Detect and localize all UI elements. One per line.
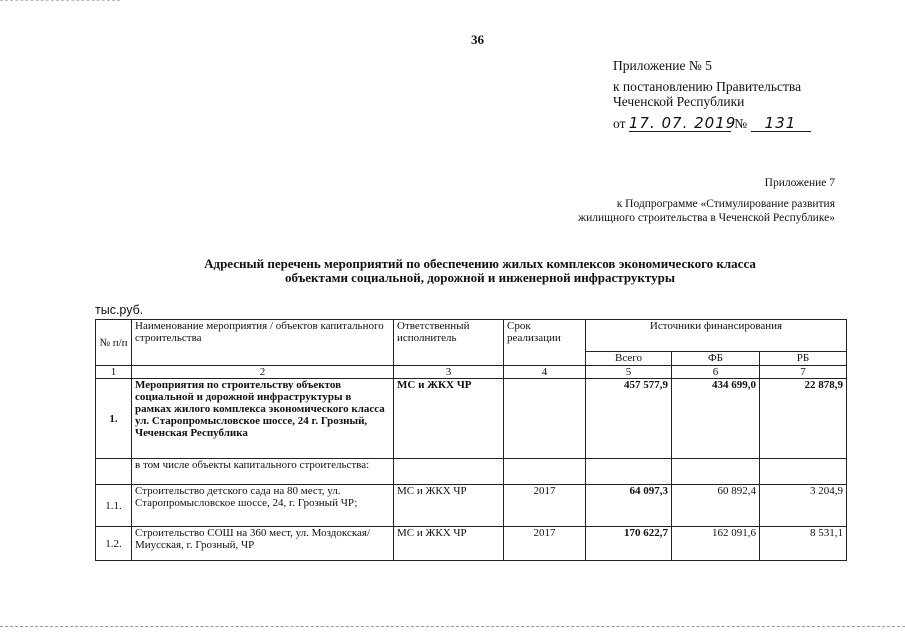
- row-period: 2017: [504, 527, 586, 561]
- scan-artifact-top: [0, 0, 120, 1]
- row-total: [586, 459, 672, 485]
- handwritten-number: 131: [751, 116, 811, 132]
- units-label: тыс.руб.: [95, 303, 144, 317]
- appendix-line1: к постановлению Правительства: [613, 79, 802, 94]
- row-period: 2017: [504, 485, 586, 527]
- row-executor: МС и ЖКХ ЧР: [394, 527, 504, 561]
- row-fb: 60 892,4: [672, 485, 760, 527]
- appendix-line2: Чеченской Республики: [613, 94, 745, 109]
- row-rb: 8 531,1: [760, 527, 847, 561]
- sub-appendix-line1: к Подпрограмме «Стимулирование развития: [616, 198, 835, 210]
- row-period: [504, 379, 586, 459]
- col-number: 1: [96, 366, 132, 379]
- handwritten-date: 17. 07. 2019: [628, 114, 737, 132]
- col-number: 7: [760, 366, 847, 379]
- page-number: 36: [471, 32, 484, 47]
- document-title-line1: Адресный перечень мероприятий по обеспечению жилых комплексов экономического класса: [204, 256, 756, 271]
- col-number: 6: [672, 366, 760, 379]
- header-executor: Ответственный исполнитель: [394, 320, 504, 366]
- header-name: Наименование мероприятия / объектов капитального строительства: [132, 320, 394, 366]
- row-total: 170 622,7: [586, 527, 672, 561]
- table-row: [96, 485, 847, 527]
- header-rb: РБ: [760, 352, 847, 366]
- scan-artifact-bottom: [0, 626, 905, 627]
- col-number: 3: [394, 366, 504, 379]
- row-rb: 3 204,9: [760, 485, 847, 527]
- sub-appendix-title: Приложение 7: [764, 177, 835, 189]
- col-number: 4: [504, 366, 586, 379]
- appendix-date-line: [613, 116, 811, 132]
- row-num: 1.2.: [96, 527, 132, 561]
- row-name: Строительство детского сада на 80 мест, ул. Старопромысловское шоссе, 24, г. Грозный ЧР;: [132, 485, 394, 527]
- appendix-header: [613, 58, 811, 132]
- row-executor: [394, 459, 504, 485]
- table-row: [96, 527, 847, 561]
- row-executor: МС и ЖКХ ЧР: [394, 379, 504, 459]
- sub-appendix-line2: жилищного строительства в Чеченской Республике»: [578, 212, 835, 224]
- row-name: в том числе объекты капитального строительства:: [132, 459, 394, 485]
- row-executor: МС и ЖКХ ЧР: [394, 485, 504, 527]
- row-rb: 22 878,9: [760, 379, 847, 459]
- row-num: 1.1.: [96, 485, 132, 527]
- header-total: Всего: [586, 352, 672, 366]
- appendix-title: Приложение № 5: [613, 58, 712, 73]
- col-number: 5: [586, 366, 672, 379]
- row-total: 64 097,3: [586, 485, 672, 527]
- row-num: 1.: [96, 379, 132, 459]
- header-sources: Источники финансирования: [586, 320, 847, 352]
- table-row: [96, 379, 847, 459]
- row-fb: 162 091,6: [672, 527, 760, 561]
- financing-table: [95, 319, 847, 561]
- row-name: Строительство СОШ на 360 мест, ул. Моздокская/ Миусская, г. Грозный, ЧР: [132, 527, 394, 561]
- number-prefix: №: [734, 116, 748, 131]
- row-name: Мероприятия по строительству объектов социальной и дорожной инфраструктуры в рамках жилого комплекса экономического класса ул. Старопромысловское шоссе, 24 г. Грозный, Чеченская Республика: [132, 379, 394, 459]
- row-num: [96, 459, 132, 485]
- date-prefix: от: [613, 116, 626, 131]
- header-num: № п/п: [96, 320, 132, 366]
- row-rb: [760, 459, 847, 485]
- row-fb: [672, 459, 760, 485]
- document-title: [150, 257, 810, 285]
- header-period: Срок реализации: [504, 320, 586, 366]
- row-total: 457 577,9: [586, 379, 672, 459]
- sub-appendix-header: [578, 176, 835, 225]
- document-title-line2: объектами социальной, дорожной и инженерной инфраструктуры: [285, 270, 675, 285]
- column-number-row: [96, 366, 847, 379]
- table-row: [96, 459, 847, 485]
- col-number: 2: [132, 366, 394, 379]
- row-fb: 434 699,0: [672, 379, 760, 459]
- row-period: [504, 459, 586, 485]
- table-header-row: [96, 320, 847, 352]
- header-fb: ФБ: [672, 352, 760, 366]
